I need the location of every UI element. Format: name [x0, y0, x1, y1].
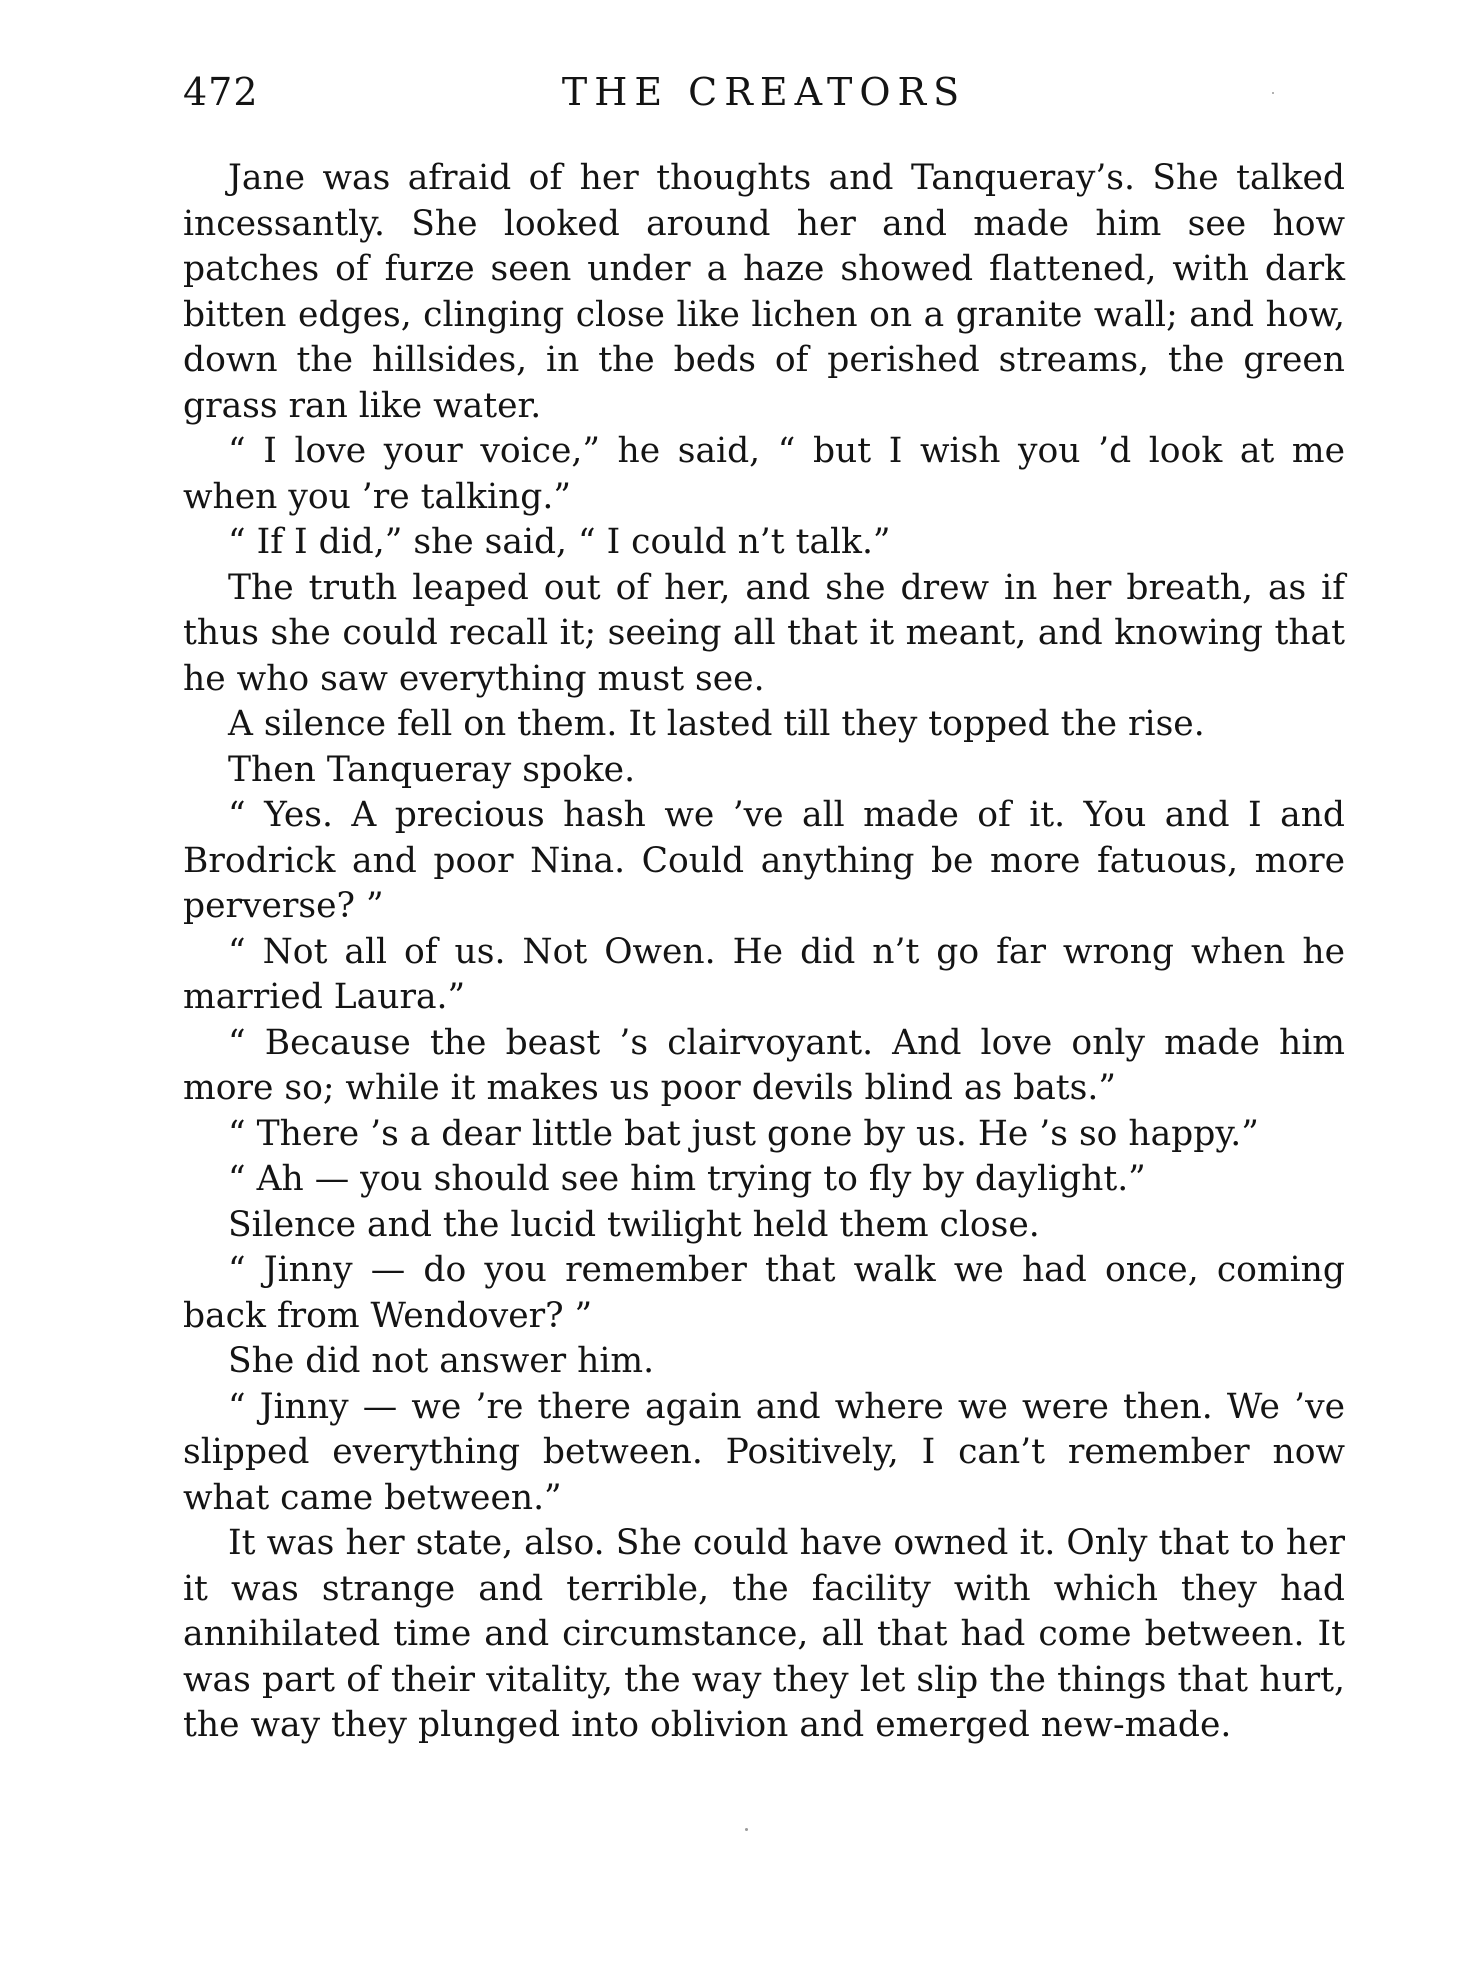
paragraph: The truth leaped out of her, and she drew in her breath, as if thus she could recall it; seeing all that it meant, and knowing that he who saw everything must see.: [183, 567, 1345, 699]
paragraph: Jane was afraid of her thoughts and Tanqueray’s. She talked incessantly. She looked around her and made him see how patches of furze seen under a haze showed flattened, with dark bitten edges, clinging close like lichen on a granite wall; and how, down the hillsides, in the beds of perished streams, the green grass ran like water.: [183, 158, 1345, 426]
paragraph: “ Because the beast ’s clairvoyant. And love only made him more so; while it makes us poor devils blind as bats.”: [183, 1022, 1345, 1108]
page-number: 472: [183, 70, 259, 114]
paragraph: “ Yes. A precious hash we ’ve all made of it. You and I and Brodrick and poor Nina. Could anything be more fatuous, more perverse? ”: [183, 795, 1345, 926]
paragraph: “ Jinny — we ’re there again and where we were then. We ’ve slipped everything between. Positively, I can’t remember now what came between.”: [183, 1386, 1345, 1518]
paragraph: She did not answer him.: [228, 1341, 655, 1381]
scan-speck: [745, 1828, 748, 1831]
running-title: THE CREATORS: [561, 70, 967, 114]
body-text: [183, 156, 1345, 1749]
page-header: [183, 70, 1345, 130]
paragraph: Silence and the lucid twilight held them close.: [228, 1204, 1040, 1245]
paragraph: “ If I did,” she said, “ I could n’t talk.”: [228, 522, 891, 562]
paragraph: “ Ah — you should see him trying to fly by daylight.”: [228, 1159, 1146, 1199]
paragraph: “ There ’s a dear little bat just gone by us. He ’s so happy.”: [228, 1113, 1259, 1154]
paragraph: “ Jinny — do you remember that walk we had once, coming back from Wendover? ”: [183, 1250, 1345, 1336]
scan-speck: [1272, 92, 1274, 94]
paragraph: Then Tanqueray spoke.: [228, 749, 636, 790]
paragraph: “ I love your voice,” he said, “ but I wish you ’d look at me when you ’re talking.”: [183, 431, 1345, 517]
paragraph: “ Not all of us. Not Owen. He did n’t go far wrong when he married Laura.”: [183, 931, 1345, 1017]
paragraph: A silence fell on them. It lasted till they topped the rise.: [228, 704, 1205, 744]
paragraph: It was her state, also. She could have owned it. Only that to her it was strange and terrible, the facility with which they had annihilated time and circumstance, all that had come between. It was part of their vitality, the way they let slip the things that hurt, the way they plunged into oblivion and emerged new-made.: [183, 1523, 1345, 1745]
